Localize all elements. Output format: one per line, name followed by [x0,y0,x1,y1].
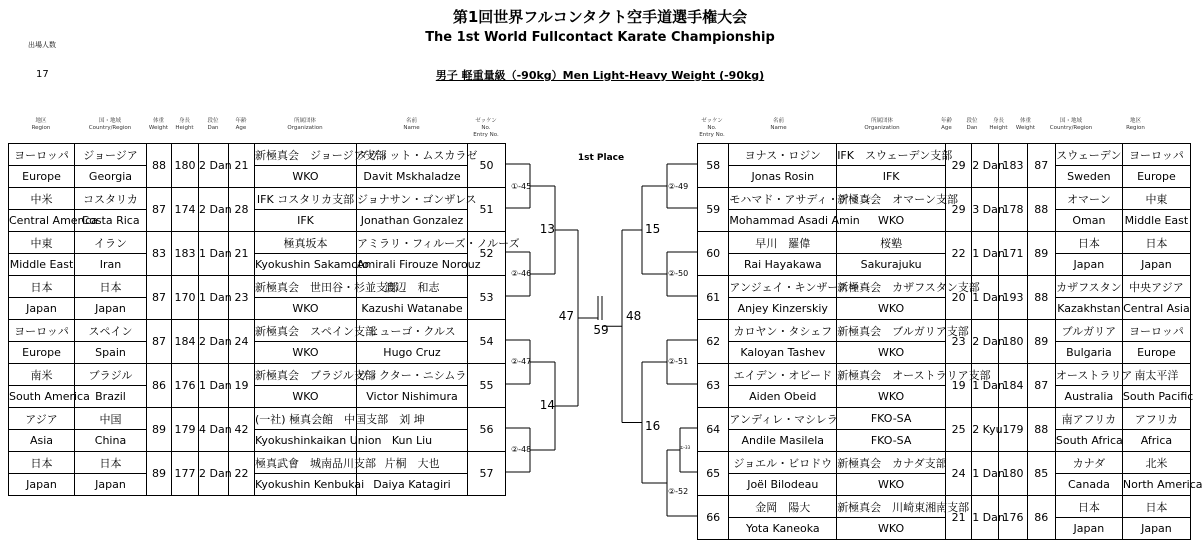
header-text: 国・地域 [1059,118,1082,124]
height: 174 [172,188,199,232]
region-jp: 日本 [9,452,75,474]
country-en: Iran [75,254,147,276]
age: 24 [229,320,255,364]
entrants-label: 出場人数 [28,41,56,49]
weight: 87 [147,276,172,320]
header-text: Dan [207,125,219,131]
name-jp: 渡辺 和志 [357,276,468,298]
name-jp: 片桐 大也 [357,452,468,474]
age: 19 [229,364,255,408]
name-en: Davit Mskhaladze [357,166,468,188]
country-en: Bulgaria [1055,342,1122,364]
country-jp: コスタリカ [75,188,147,210]
height: 170 [172,276,199,320]
age: 19 [946,364,972,408]
organization-en: WKO [255,342,357,364]
name-en: Mohammad Asadi Amin [729,210,837,232]
final-match-number: 59 [593,323,609,337]
q-left-top-number: 13 [539,222,555,236]
q-right-top-number: 15 [645,222,661,236]
name-en: Andile Masilela [729,430,837,452]
division-title: 男子 軽重量級（-90kg）Men Light-Heavy Weight (-90kg) [435,69,765,82]
entry-number: 56 [468,408,506,452]
region-en: Japan [1122,518,1190,540]
header-text: No. [481,125,491,131]
entrants-count: 17 [36,69,49,80]
header-text: 年齢 [940,118,952,124]
organization-jp: 新極真会 オーストラリア支部 [837,364,946,386]
name-jp: 刘 坤 [357,408,468,430]
region-en: Asia [9,430,75,452]
match-label-l1: ①-45 [511,182,532,191]
organization-en: Kyokushinkaikan Union [255,430,357,452]
name-en: Jonas Rosin [729,166,837,188]
dan: 1 Dan [972,452,999,496]
organization-jp: 新極真会 カザフスタン支部 [837,276,946,298]
region-jp: ヨーロッパ [1122,320,1190,342]
name-jp: ヒューゴ・クルス [357,320,468,342]
dan: 1 Dan [972,496,999,540]
region-jp: 南太平洋 [1122,364,1190,386]
match-label-l4: ②-48 [511,445,532,454]
organization-jp: 新極真会 世田谷・杉並支部 [255,276,357,298]
weight: 89 [147,408,172,452]
header-text: ゼッケン [701,118,723,124]
region-jp: アフリカ [1122,408,1190,430]
organization-en: Sakurajuku [837,254,946,276]
age: 29 [946,188,972,232]
region-en: Japan [1122,254,1190,276]
country-jp: スウェーデン [1055,144,1122,166]
country-en: Oman [1055,210,1122,232]
region-jp: 南米 [9,364,75,386]
entry-number: 64 [698,408,729,452]
dan: 1 Dan [972,364,999,408]
region-en: South America [9,386,75,408]
organization-en: WKO [837,474,946,496]
header-text: 年齢 [235,118,247,124]
organization-en: Kyokushin Kenbukai [255,474,357,496]
header-text: Country/Region [88,125,132,131]
weight: 88 [147,144,172,188]
header-text: Region [1126,125,1145,131]
name-en: Daiya Katagiri [357,474,468,496]
match-label-l2: ②-46 [511,269,532,278]
q-right-bottom-number: 16 [645,419,661,433]
header-text: 体重 [152,118,164,124]
header-text: 所属団体 [870,118,893,124]
name-jp: エイデン・オビード [729,364,837,386]
weight: 89 [147,452,172,496]
organization-jp: IFK スウェーデン支部 [837,144,946,166]
semi-left-match-number: 47 [558,309,574,323]
header-text: 段位 [207,118,219,124]
entry-number: 60 [698,232,729,276]
dan: 2 Dan [199,144,229,188]
weight: 86 [1027,496,1055,540]
weight: 83 [147,232,172,276]
age: 21 [229,232,255,276]
header-text: 名前 [772,118,784,124]
height: 171 [999,232,1027,276]
country-jp: 日本 [75,276,147,298]
entry-number: 61 [698,276,729,320]
age: 24 [946,452,972,496]
height: 176 [999,496,1027,540]
entry-number: 53 [468,276,506,320]
height: 179 [172,408,199,452]
dan: 2 Dan [972,320,999,364]
organization-jp: 新極真会 オマーン支部 [837,188,946,210]
header-text: Entry No. [473,132,499,138]
entry-number: 65 [698,452,729,496]
header-text: Weight [1015,125,1036,131]
country-en: Kazakhstan [1055,298,1122,320]
height: 176 [172,364,199,408]
organization-en: WKO [837,386,946,408]
region-jp: 日本 [9,276,75,298]
dan: 2 Dan [972,144,999,188]
entry-number: 58 [698,144,729,188]
region-jp: 中央アジア [1122,276,1190,298]
dan: 1 Dan [199,364,229,408]
header-text: 所属団体 [293,118,316,124]
header-text: Weight [148,125,169,131]
height: 193 [999,276,1027,320]
organization-jp: 新極真会 川崎東湘南支部 [837,496,946,518]
region-jp: 北米 [1122,452,1190,474]
match-label-prelim: ①-33 [680,445,691,450]
organization-en: WKO [837,298,946,320]
entry-number: 54 [468,320,506,364]
region-en: Europe [1122,166,1190,188]
header-text: 名前 [405,118,417,124]
age: 23 [946,320,972,364]
dan: 1 Dan [972,276,999,320]
age: 29 [946,144,972,188]
region-en: Central Asia [1122,298,1190,320]
region-en: Japan [9,474,75,496]
name-en: Kaloyan Tashev [729,342,837,364]
organization-en: FKO-SA [837,430,946,452]
page-title-en: The 1st World Fullcontact Karate Championship [425,30,775,45]
dan: 1 Dan [199,276,229,320]
region-en: North America [1122,474,1190,496]
match-label-r1: ②-49 [668,182,689,191]
height: 180 [172,144,199,188]
organization-en: IFK [255,210,357,232]
weight: 87 [1027,144,1055,188]
entry-number: 62 [698,320,729,364]
region-en: Africa [1122,430,1190,452]
name-jp: ヴィクター・ニシムラ [357,364,468,386]
country-en: Japan [75,474,147,496]
height: 184 [172,320,199,364]
weight: 87 [147,188,172,232]
age: 42 [229,408,255,452]
name-jp: モハマド・アサディ・アミン [729,188,837,210]
country-jp: ブルガリア [1055,320,1122,342]
name-en: Victor Nishimura [357,386,468,408]
weight: 88 [1027,276,1055,320]
country-jp: ジョージア [75,144,147,166]
match-label-r2: ②-50 [668,269,689,278]
header-text: Organization [287,125,323,131]
name-jp: ヨナス・ロジン [729,144,837,166]
name-en: Kazushi Watanabe [357,298,468,320]
country-en: South Africa [1055,430,1122,452]
name-jp: ダヴィット・ムスカラゼ [357,144,468,166]
age: 20 [946,276,972,320]
country-en: Japan [1055,518,1122,540]
dan: 2 Dan [199,188,229,232]
organization-en: WKO [255,298,357,320]
organization-en: WKO [837,210,946,232]
region-jp: ヨーロッパ [9,320,75,342]
region-jp: ヨーロッパ [9,144,75,166]
organization-en: Kyokushin Sakamoto [255,254,357,276]
dan: 4 Dan [199,408,229,452]
region-en: Europe [1122,342,1190,364]
height: 177 [172,452,199,496]
height: 180 [999,320,1027,364]
weight: 85 [1027,452,1055,496]
region-en: Europe [9,342,75,364]
organization-jp: 新極真会 ブラジル支部 [255,364,357,386]
region-en: Middle East [9,254,75,276]
region-jp: 中米 [9,188,75,210]
dan: 3 Dan [972,188,999,232]
region-jp: 日本 [1122,232,1190,254]
organization-jp: 新極真会 スペイン支部 [255,320,357,342]
organization-jp: 極真武會 城南品川支部 [255,452,357,474]
name-en: Joël Bilodeau [729,474,837,496]
country-en: Georgia [75,166,147,188]
region-en: Middle East [1122,210,1190,232]
match-label-l3: ②-47 [511,357,532,366]
region-jp: 中東 [1122,188,1190,210]
age: 28 [229,188,255,232]
dan: 2 Dan [199,320,229,364]
country-jp: カナダ [1055,452,1122,474]
height: 180 [999,452,1027,496]
header-text: 地区 [1129,118,1141,124]
country-en: Sweden [1055,166,1122,188]
country-jp: 日本 [1055,496,1122,518]
country-jp: 日本 [75,452,147,474]
entry-number: 59 [698,188,729,232]
weight: 88 [1027,188,1055,232]
region-jp: アジア [9,408,75,430]
country-en: Canada [1055,474,1122,496]
organization-jp: 新極真会 ブルガリア支部 [837,320,946,342]
organization-jp: 桜塾 [837,232,946,254]
name-en: Hugo Cruz [357,342,468,364]
weight: 86 [147,364,172,408]
country-en: China [75,430,147,452]
entry-number: 63 [698,364,729,408]
header-text: ゼッケン [475,118,497,124]
entry-number: 57 [468,452,506,496]
name-jp: ジョエル・ビロドウ [729,452,837,474]
name-jp: 早川 羅偉 [729,232,837,254]
organization-en: WKO [837,518,946,540]
country-en: Australia [1055,386,1122,408]
height: 179 [999,408,1027,452]
organization-en: WKO [255,166,357,188]
name-jp: ジョナサン・ゴンザレス [357,188,468,210]
header-text: Name [403,125,420,131]
weight: 87 [147,320,172,364]
q-left-bottom-number: 14 [539,398,555,412]
name-en: Yota Kaneoka [729,518,837,540]
region-jp: 中東 [9,232,75,254]
country-jp: 中国 [75,408,147,430]
age: 21 [946,496,972,540]
entry-number: 66 [698,496,729,540]
organization-jp: (一社) 極真会館 中国支部 [255,408,357,430]
name-jp: アンジェイ・キンザースキー [729,276,837,298]
height: 178 [999,188,1027,232]
height: 183 [172,232,199,276]
header-text: Entry No. [699,132,725,138]
weight: 87 [1027,364,1055,408]
match-label-r4: ②-52 [668,487,689,496]
age: 21 [229,144,255,188]
header-text: 体重 [1019,118,1031,124]
first-place-label: 1st Place [577,153,625,163]
header-text: Height [989,125,1008,131]
organization-jp: 新極真会 ジョージア支部 [255,144,357,166]
name-en: Aiden Obeid [729,386,837,408]
country-jp: オーストラリア [1055,364,1122,386]
name-en: Anjey Kinzerskiy [729,298,837,320]
region-en: Central America [9,210,75,232]
entry-number: 52 [468,232,506,276]
height: 183 [999,144,1027,188]
header-text: 国・地域 [98,118,121,124]
page-title-jp: 第1回世界フルコンタクト空手道選手権大会 [452,8,748,26]
country-en: Brazil [75,386,147,408]
name-jp: アンディレ・マシレラ [729,408,837,430]
entry-number: 55 [468,364,506,408]
name-jp: アミラリ・フィルーズ・ノルーズ [357,232,468,254]
header-text: Height [175,125,194,131]
region-en: Europe [9,166,75,188]
age: 23 [229,276,255,320]
region-en: Japan [9,298,75,320]
header-text: No. [707,125,717,131]
country-jp: スペイン [75,320,147,342]
age: 22 [229,452,255,496]
header-text: Organization [864,125,900,131]
country-jp: カザフスタン [1055,276,1122,298]
organization-jp: IFK コスタリカ支部 [255,188,357,210]
semi-right-match-number: 48 [626,309,642,323]
header-text: Region [31,125,51,131]
region-jp: 日本 [1122,496,1190,518]
header-text: 段位 [966,118,978,124]
weight: 89 [1027,320,1055,364]
dan: 2 Dan [199,452,229,496]
header-text: Age [235,125,247,131]
country-jp: オマーン [1055,188,1122,210]
entry-number: 51 [468,188,506,232]
dan: 1 Dan [972,232,999,276]
name-jp: 金岡 陽大 [729,496,837,518]
region-jp: ヨーロッパ [1122,144,1190,166]
country-en: Spain [75,342,147,364]
name-jp: カロヤン・タシェフ [729,320,837,342]
dan: 1 Dan [199,232,229,276]
country-en: Japan [1055,254,1122,276]
header-text: Age [941,125,952,131]
weight: 88 [1027,408,1055,452]
name-en: Kun Liu [357,430,468,452]
header-text: 身長 [178,118,190,124]
entry-number: 50 [468,144,506,188]
age: 25 [946,408,972,452]
header-text: Country/Region [1049,125,1093,131]
organization-en: WKO [837,342,946,364]
organization-jp: 新極真会 カナダ支部 [837,452,946,474]
organization-jp: 極真坂本 [255,232,357,254]
name-en: Amirali Firouze Norouz [357,254,468,276]
country-en: Costa Rica [75,210,147,232]
header-text: Dan [966,125,978,131]
weight: 89 [1027,232,1055,276]
match-label-r3: ②-51 [668,357,689,366]
header-text: Name [770,125,787,131]
dan: 2 Kyu [972,408,999,452]
region-en: South Pacific [1122,386,1190,408]
age: 22 [946,232,972,276]
organization-en: WKO [255,386,357,408]
country-jp: ブラジル [75,364,147,386]
country-jp: イラン [75,232,147,254]
name-en: Rai Hayakawa [729,254,837,276]
organization-jp: FKO-SA [837,408,946,430]
country-jp: 日本 [1055,232,1122,254]
header-text: 身長 [992,118,1004,124]
organization-en: IFK [837,166,946,188]
country-en: Japan [75,298,147,320]
height: 184 [999,364,1027,408]
name-en: Jonathan Gonzalez [357,210,468,232]
country-jp: 南アフリカ [1055,408,1122,430]
header-text: 地区 [35,118,47,124]
